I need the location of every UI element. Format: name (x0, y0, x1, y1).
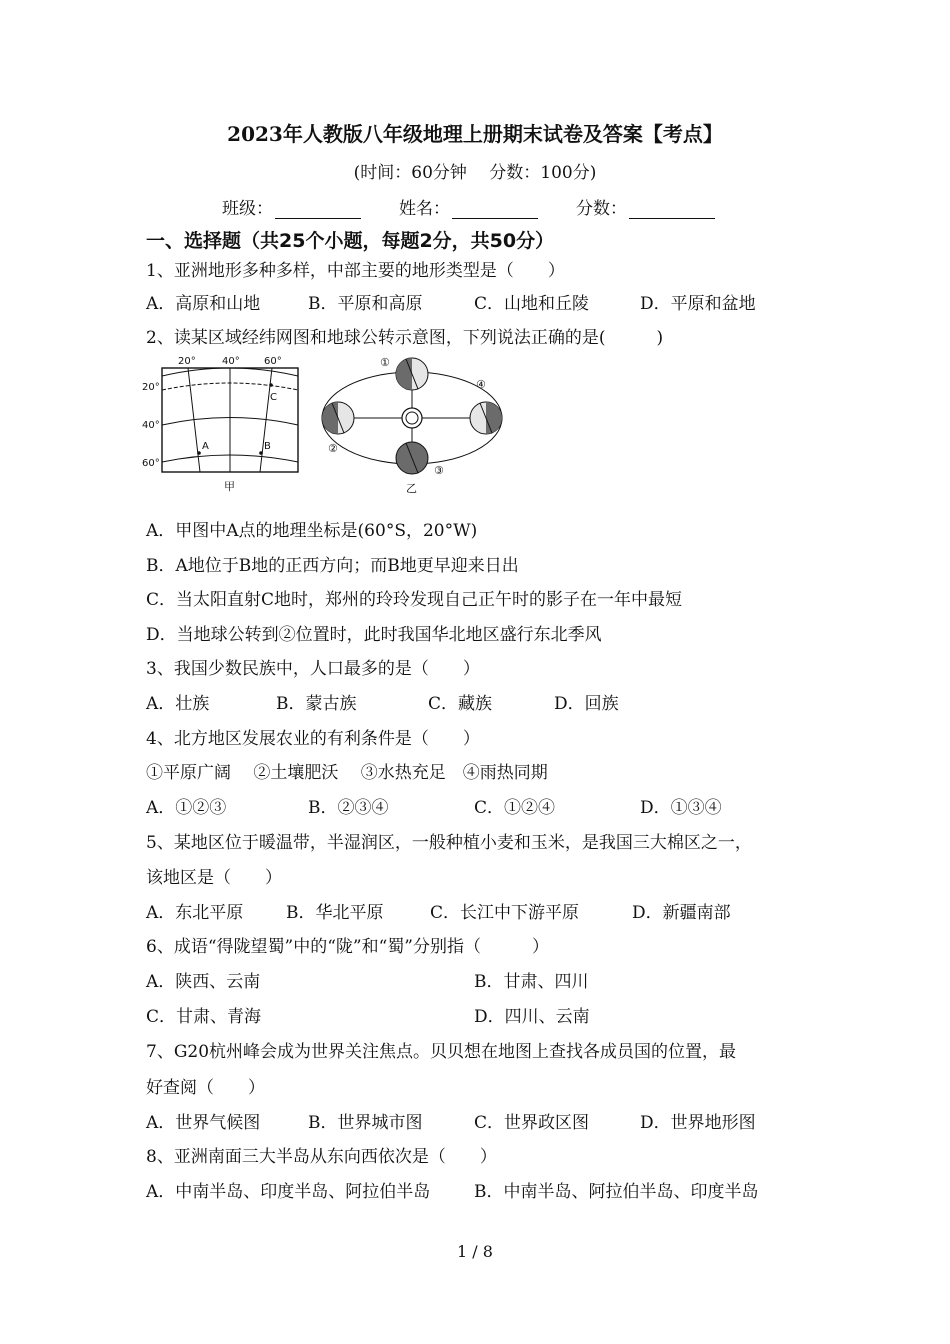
orbit-position-4: ④ (476, 378, 486, 391)
q1-option-d[interactable]: D．平原和盆地 (640, 294, 756, 314)
class-label: 班级： (222, 199, 273, 219)
q7-option-b[interactable]: B．世界城市图 (308, 1113, 423, 1133)
q2-option-c[interactable]: C．当太阳直射C地时，郑州的玲玲发现自己正午时的影子在一年中最短 (146, 590, 683, 610)
question-4-conditions: ①平原广阔 ②土壤肥沃 ③水热充足 ④雨热同期 (146, 763, 548, 783)
q1-option-a[interactable]: A．高原和山地 (146, 294, 261, 314)
lon-label-20: 20° (178, 356, 196, 367)
q2-option-b[interactable]: B．A地位于B地的正西方向；而B地更早迎来日出 (146, 556, 519, 576)
globe-right-icon (470, 402, 502, 434)
q7-option-a[interactable]: A．世界气候图 (146, 1113, 261, 1133)
figure-grid-map (142, 356, 298, 493)
orbit-position-1: ① (380, 356, 390, 369)
student-info-row (222, 194, 753, 219)
name-blank[interactable] (452, 200, 538, 219)
q2-option-a[interactable]: A．甲图中A点的地理坐标是(60°S，20°W) (146, 521, 478, 541)
name-label: 姓名： (399, 199, 450, 219)
q1-option-c[interactable]: C．山地和丘陵 (474, 294, 590, 314)
question-4-stem: 4、北方地区发展农业的有利条件是（ ） (146, 729, 480, 749)
q5-option-a[interactable]: A．东北平原 (146, 903, 244, 923)
q7-option-c[interactable]: C．世界政区图 (474, 1113, 590, 1133)
q3-option-d[interactable]: D．回族 (554, 694, 619, 714)
section-heading: 一、选择题（共25个小题，每题2分，共50分） (146, 230, 555, 252)
q5-option-b[interactable]: B．华北平原 (286, 903, 384, 923)
figure-right-caption: 乙 (406, 482, 417, 495)
q8-option-b[interactable]: B．中南半岛、阿拉伯半岛、印度半岛 (474, 1182, 759, 1202)
lat-label-20: 20° (142, 382, 160, 393)
q6-option-d[interactable]: D．四川、云南 (474, 1007, 590, 1027)
point-a-label: A (202, 441, 209, 452)
class-blank[interactable] (275, 200, 361, 219)
question-8-stem: 8、亚洲南面三大半岛从东向西依次是（ ） (146, 1147, 497, 1167)
question-7-stem-line1: 7、G20杭州峰会成为世界关注焦点。贝贝想在地图上查找各成员国的位置，最 (146, 1042, 737, 1062)
exam-title: 2023年人教版八年级地理上册期末试卷及答案【考点】 (227, 122, 723, 146)
q4-option-d[interactable]: D．①③④ (640, 798, 722, 818)
class-field (222, 194, 361, 219)
q6-option-c[interactable]: C．甘肃、青海 (146, 1007, 262, 1027)
lat-label-40: 40° (142, 420, 160, 431)
exam-time-score: (时间：60分钟 分数：100分) (353, 163, 597, 183)
question-2-figure (140, 350, 520, 500)
lon-label-60: 60° (264, 356, 282, 367)
q6-option-a[interactable]: A．陕西、云南 (146, 972, 261, 992)
score-field (576, 194, 715, 219)
q3-option-a[interactable]: A．壮族 (146, 694, 210, 714)
score-blank[interactable] (629, 200, 715, 219)
question-7-stem-line2: 好查阅（ ） (146, 1078, 265, 1098)
question-5-stem-line1: 5、某地区位于暖温带，半湿润区，一般种植小麦和玉米，是我国三大棉区之一， (146, 833, 752, 853)
question-3-stem: 3、我国少数民族中，人口最多的是（ ） (146, 659, 480, 679)
point-c-label: C (270, 392, 277, 403)
question-5-stem-line2: 该地区是（ ） (146, 868, 282, 888)
orbit-position-2: ② (328, 442, 338, 455)
score-label: 分数： (576, 199, 627, 219)
page-number: 1 / 8 (457, 1242, 493, 1261)
question-1-stem: 1、亚洲地形多种多样，中部主要的地形类型是（ ） (146, 261, 565, 281)
q3-option-b[interactable]: B．蒙古族 (276, 694, 357, 714)
q3-option-c[interactable]: C．藏族 (428, 694, 493, 714)
question-6-stem: 6、成语“得陇望蜀”中的“陇”和“蜀”分别指（ ） (146, 937, 549, 957)
q5-option-d[interactable]: D．新疆南部 (632, 903, 731, 923)
q4-option-a[interactable]: A．①②③ (146, 798, 227, 818)
globe-top-icon (396, 358, 428, 390)
globe-left-icon (322, 402, 354, 434)
q4-option-c[interactable]: C．①②④ (474, 798, 556, 818)
q5-option-c[interactable]: C．长江中下游平原 (430, 903, 580, 923)
globe-bottom-icon (396, 442, 428, 474)
q2-option-d[interactable]: D．当地球公转到②位置时，此时我国华北地区盛行东北季风 (146, 625, 602, 645)
orbit-position-3: ③ (434, 464, 444, 477)
name-field (399, 194, 538, 219)
point-b-label: B (264, 441, 271, 452)
figure-left-caption: 甲 (224, 480, 235, 493)
q7-option-d[interactable]: D．世界地形图 (640, 1113, 756, 1133)
q6-option-b[interactable]: B．甘肃、四川 (474, 972, 589, 992)
lat-label-60: 60° (142, 458, 160, 469)
q8-option-a[interactable]: A．中南半岛、印度半岛、阿拉伯半岛 (146, 1182, 431, 1202)
q4-option-b[interactable]: B．②③④ (308, 798, 389, 818)
q1-option-b[interactable]: B．平原和高原 (308, 294, 423, 314)
lon-label-40: 40° (222, 356, 240, 367)
question-2-stem: 2、读某区域经纬网图和地球公转示意图，下列说法正确的是( ) (146, 328, 664, 348)
figure-orbit-diagram (322, 356, 502, 495)
